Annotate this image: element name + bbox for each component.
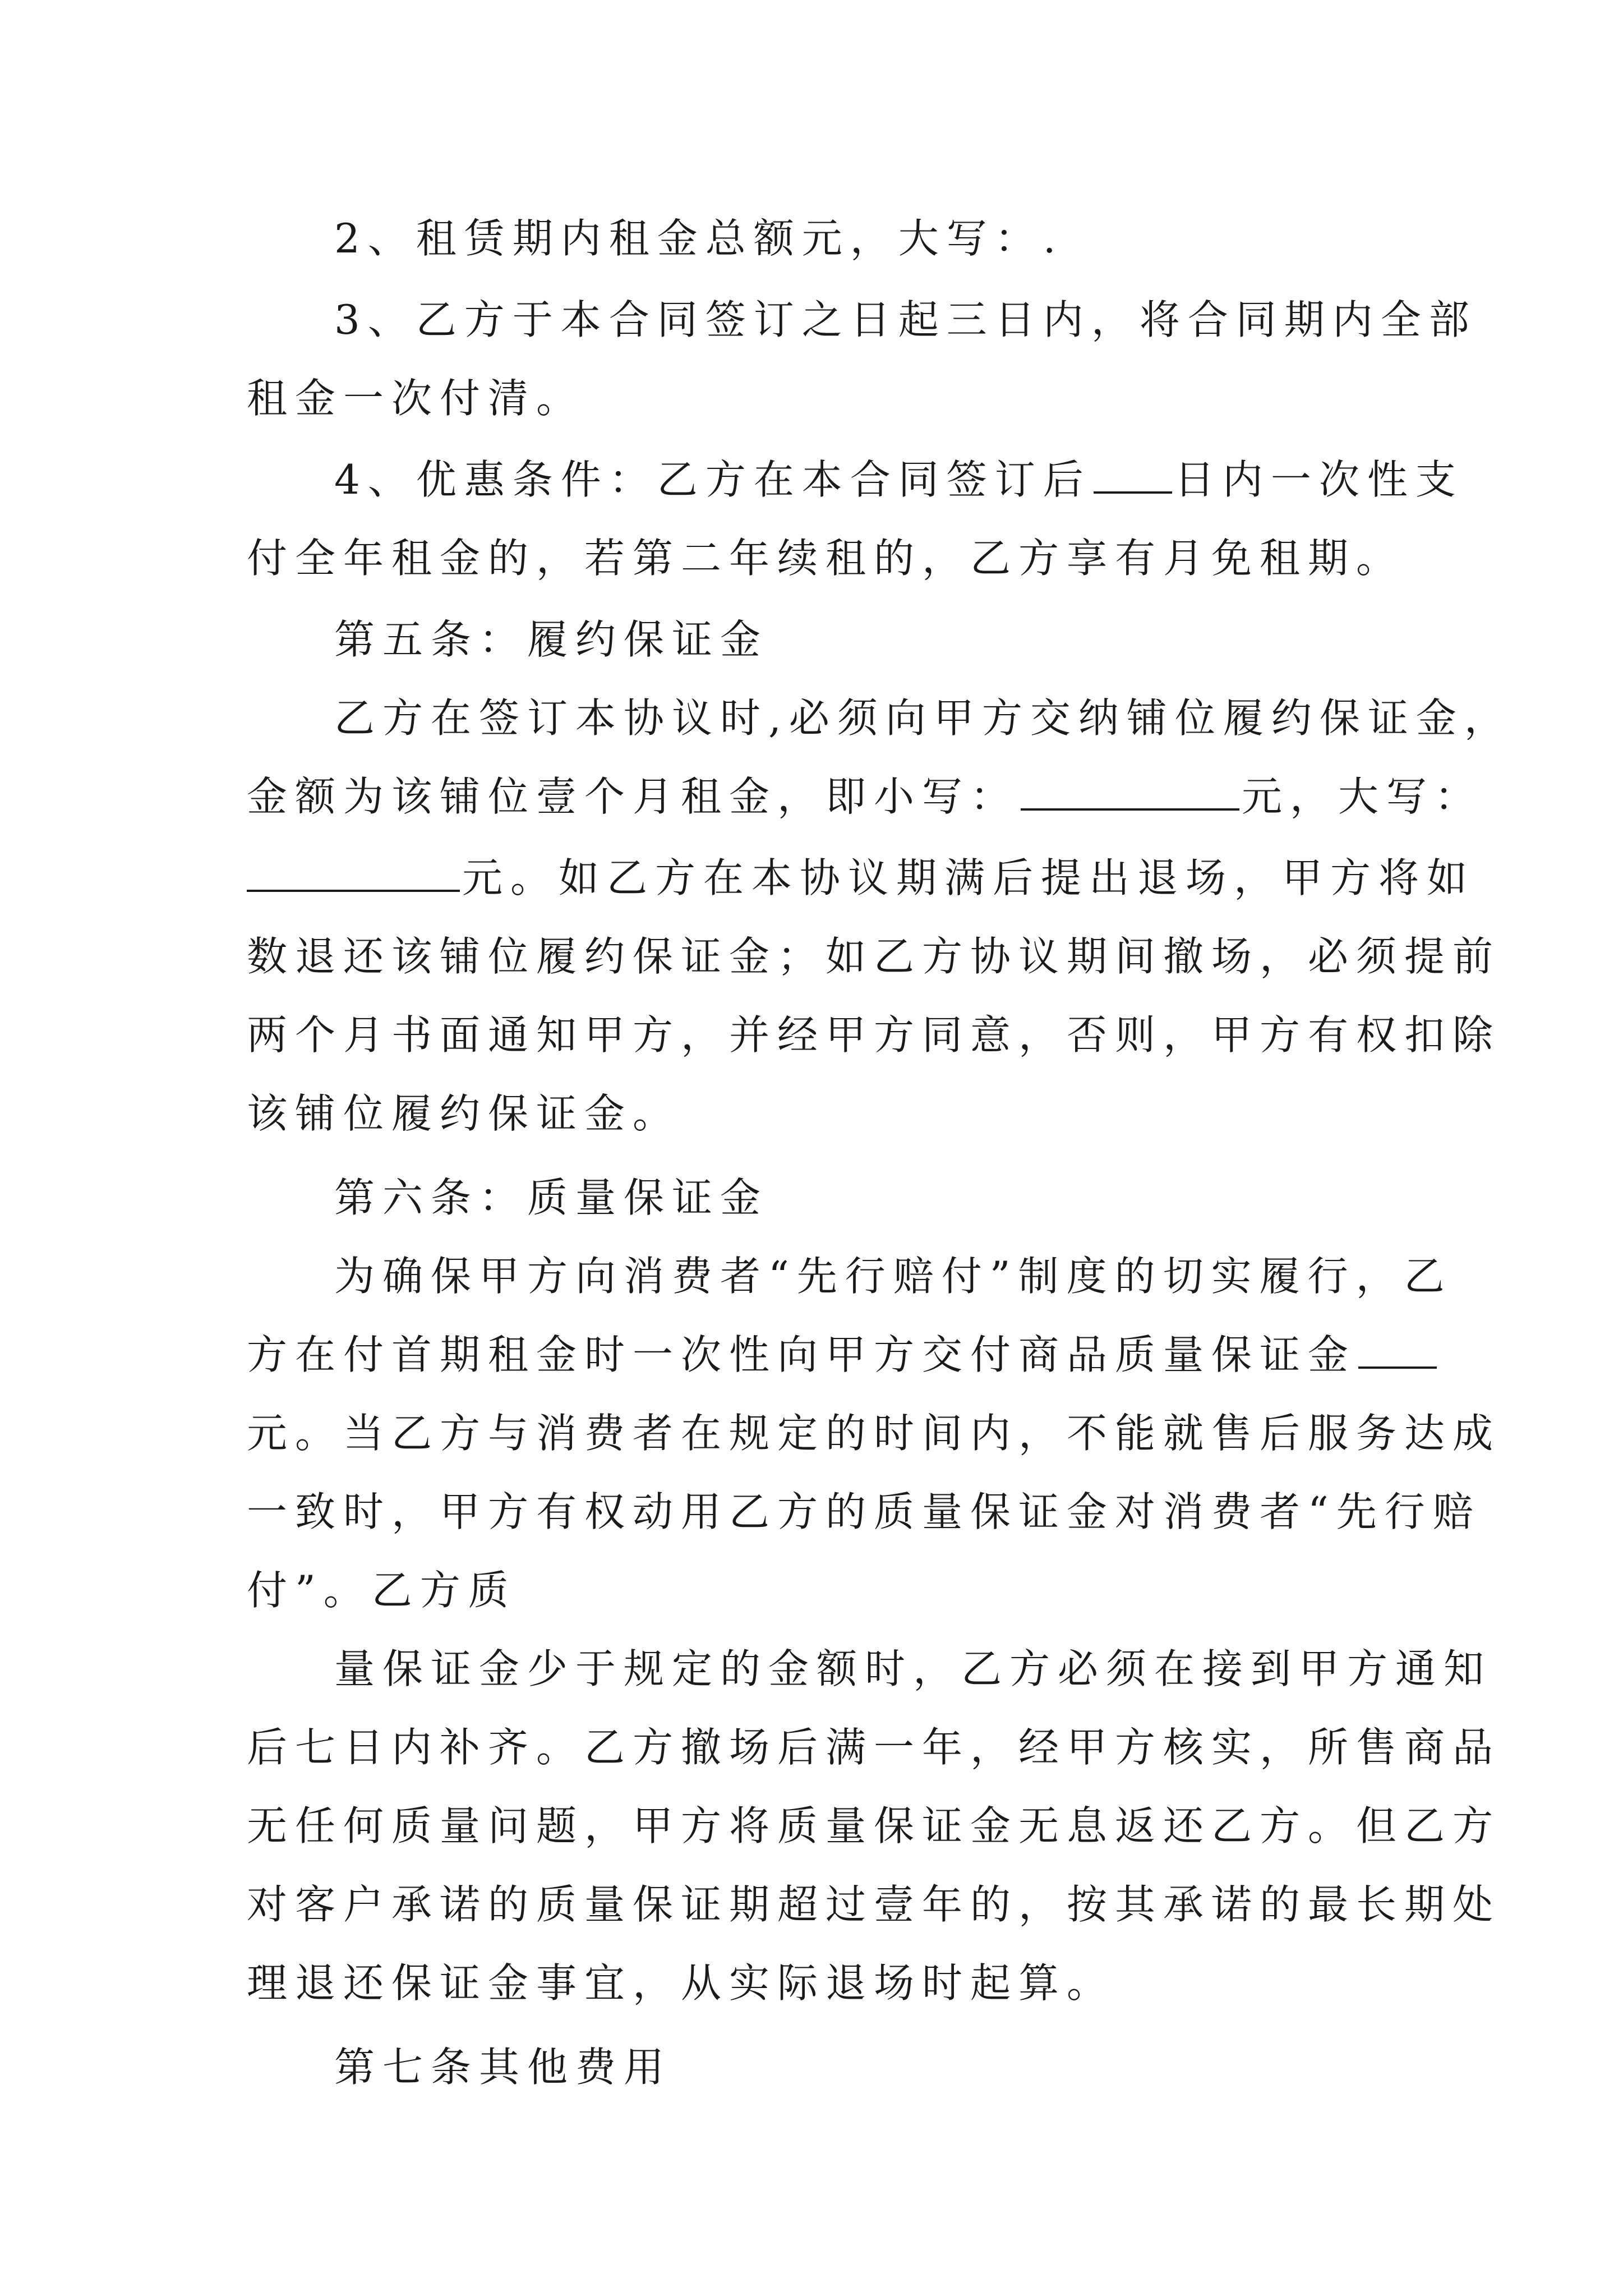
text-line xyxy=(247,370,584,426)
text-line xyxy=(247,1798,1501,1854)
text-line xyxy=(334,292,1477,348)
text-line xyxy=(247,1007,1501,1063)
text-line xyxy=(334,452,1464,508)
text-line xyxy=(334,210,1064,266)
text-line xyxy=(247,1719,1501,1775)
fill-in-blank xyxy=(1358,1331,1437,1369)
text-line xyxy=(247,1327,1439,1383)
clause-text: 金额为该铺位壹个月租金，即小写： xyxy=(247,773,1019,820)
clause-text: 日内一次性支 xyxy=(1174,456,1464,503)
clause-text: 对客户承诺的质量保证期超过壹年的，按其承诺的最长期处 xyxy=(247,1881,1501,1928)
clause-text: 元。如乙方在本协议期满后提出退场，甲方将如 xyxy=(462,854,1476,901)
text-line xyxy=(247,1085,681,1142)
text-line xyxy=(247,1484,1481,1540)
clause-text: 租金一次付清。 xyxy=(247,375,585,422)
text-line xyxy=(334,1641,1492,1697)
clause-text: 一致时，甲方有权动用乙方的质量保证金对消费者“先行赔 xyxy=(247,1488,1481,1535)
clause-text: 元，大写： xyxy=(1242,773,1483,820)
fill-in-blank xyxy=(1021,772,1239,811)
clause-text: 付”。乙方质 xyxy=(247,1567,517,1614)
fill-in-blank xyxy=(247,854,460,892)
clause-text: 数退还该铺位履约保证金；如乙方协议期间撤场，必须提前 xyxy=(247,933,1501,980)
clause-text: 3、乙方于本合同签订之日起三日内，将合同期内全部 xyxy=(334,296,1477,343)
section-heading xyxy=(334,1170,768,1226)
clause-text: 无任何质量问题，甲方将质量保证金无息返还乙方。但乙方 xyxy=(247,1802,1501,1849)
text-line xyxy=(247,1562,517,1618)
clause-text: 2、租赁期内租金总额元，大写：. xyxy=(334,215,1064,262)
clause-text: 乙方在签订本协议时,必须向甲方交纳铺位履约保证金， xyxy=(334,694,1513,742)
section-heading xyxy=(334,611,768,668)
clause-text: 4、优惠条件：乙方在本合同签订后 xyxy=(334,456,1091,503)
heading-text: 第六条：质量保证金 xyxy=(334,1174,769,1221)
text-line xyxy=(247,1955,1115,2011)
text-line xyxy=(247,928,1501,984)
clause-text: 付全年租金的，若第二年续租的，乙方享有月免租期。 xyxy=(247,535,1405,582)
text-line xyxy=(247,1876,1501,1932)
section-heading xyxy=(334,2039,672,2095)
clause-text: 方在付首期租金时一次性向甲方交付商品质量保证金 xyxy=(247,1331,1357,1378)
clause-text: 后七日内补齐。乙方撤场后满一年，经甲方核实，所售商品 xyxy=(247,1724,1501,1771)
clause-text: 量保证金少于规定的金额时，乙方必须在接到甲方通知 xyxy=(334,1645,1492,1692)
heading-text: 第五条：履约保证金 xyxy=(334,616,769,663)
text-line xyxy=(247,1405,1501,1461)
text-line xyxy=(247,769,1483,825)
text-line xyxy=(334,1248,1453,1304)
text-line xyxy=(334,690,1513,746)
fill-in-blank xyxy=(1094,455,1172,494)
heading-text: 第七条其他费用 xyxy=(334,2044,672,2091)
clause-text: 该铺位履约保证金。 xyxy=(247,1090,681,1137)
clause-text: 理退还保证金事宜，从实际退场时起算。 xyxy=(247,1959,1115,2007)
clause-text: 元。当乙方与消费者在规定的时间内，不能就售后服务达成 xyxy=(247,1410,1501,1457)
clause-text: 为确保甲方向消费者“先行赔付”制度的切实履行，乙 xyxy=(334,1253,1453,1300)
text-line xyxy=(247,850,1475,906)
clause-text: 两个月书面通知甲方，并经甲方同意，否则，甲方有权扣除 xyxy=(247,1011,1501,1059)
text-line xyxy=(247,530,1404,586)
